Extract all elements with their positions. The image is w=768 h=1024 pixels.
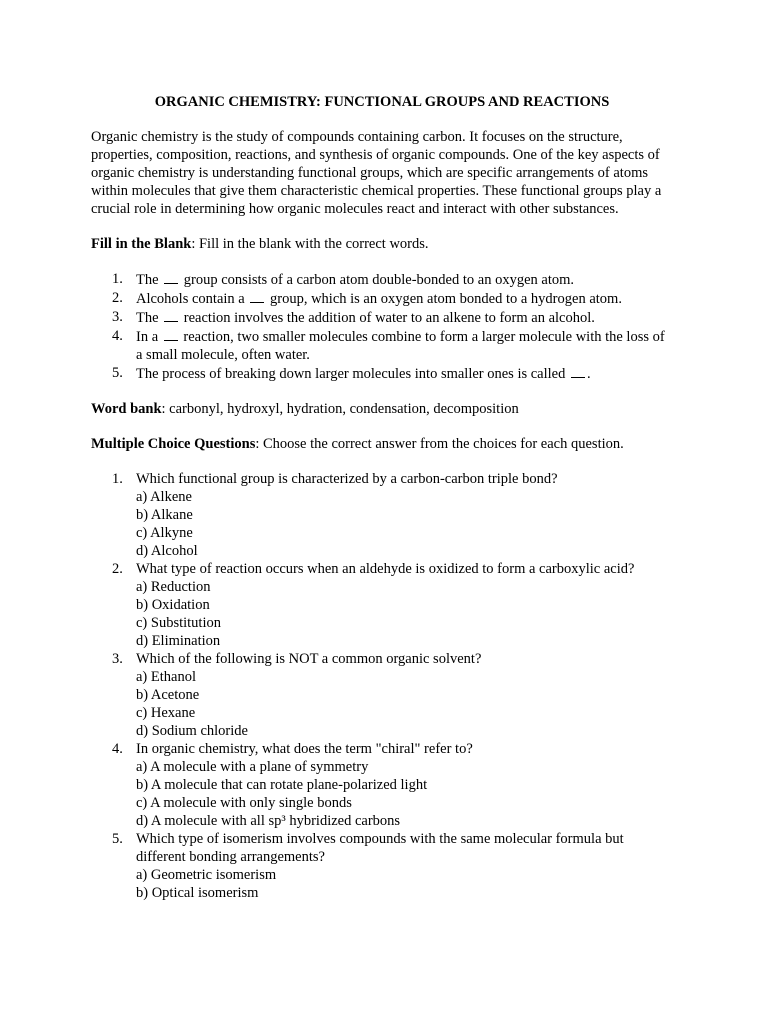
mc-option: d) A molecule with all sp³ hybridized carbons <box>136 813 401 829</box>
mc-question <box>91 560 673 650</box>
fill-item <box>91 308 673 327</box>
blank-line <box>571 364 585 378</box>
mc-option: c) Substitution <box>136 615 221 631</box>
mc-question-text: What type of reaction occurs when an aldehyde is oxidized to form a carboxylic acid? <box>136 561 635 577</box>
blank-line <box>250 289 264 303</box>
mc-question <box>91 830 673 902</box>
mc-heading-label: Multiple Choice Questions <box>91 436 256 452</box>
fill-item-number: 3. <box>112 309 123 325</box>
fill-item-after: reaction, two smaller molecules combine to form a larger molecule with the loss of a small molecule, often water. <box>136 329 665 363</box>
mc-option: a) Geometric isomerism <box>136 867 277 883</box>
fill-item-after: group, which is an oxygen atom bonded to a hydrogen atom. <box>269 291 622 307</box>
fill-item-before: The process of breaking down larger molecules into smaller ones is called <box>136 366 566 382</box>
mc-question-number: 1. <box>112 471 123 487</box>
mc-instruction: : Choose the correct answer from the choices for each question. <box>255 436 624 452</box>
mc-option: a) Ethanol <box>136 669 196 685</box>
mc-option: d) Alcohol <box>136 543 198 559</box>
mc-question <box>91 650 673 740</box>
word-bank-label: Word bank <box>91 401 162 417</box>
fill-heading-label: Fill in the Blank <box>91 236 192 252</box>
mc-option: d) Elimination <box>136 633 221 649</box>
mc-option: a) Alkene <box>136 489 192 505</box>
fill-item-before: The <box>136 272 159 288</box>
blank-line <box>164 327 178 341</box>
mc-option: d) Sodium chloride <box>136 723 248 739</box>
fill-in-blank-list <box>91 270 673 383</box>
fill-item-before: The <box>136 310 159 326</box>
mc-question <box>91 470 673 560</box>
mc-question-number: 4. <box>112 741 123 757</box>
multiple-choice-heading <box>91 435 673 453</box>
mc-option: c) Hexane <box>136 705 196 721</box>
mc-option: b) Acetone <box>136 687 200 703</box>
mc-option: a) Reduction <box>136 579 211 595</box>
mc-option: b) Optical isomerism <box>136 885 259 901</box>
fill-item-after: . <box>587 366 591 382</box>
fill-item <box>91 364 673 383</box>
mc-option: b) Alkane <box>136 507 193 523</box>
fill-in-blank-heading <box>91 235 673 253</box>
multiple-choice-list <box>91 470 673 902</box>
fill-item <box>91 289 673 308</box>
fill-item-after: group consists of a carbon atom double-bonded to an oxygen atom. <box>183 272 575 288</box>
mc-question-number: 3. <box>112 651 123 667</box>
word-bank <box>91 400 673 418</box>
fill-item-number: 5. <box>112 365 123 381</box>
fill-item-number: 2. <box>112 290 123 306</box>
mc-question-text: Which type of isomerism involves compounds with the same molecular formula but different bonding arrangements? <box>136 831 624 865</box>
mc-option: a) A molecule with a plane of symmetry <box>136 759 369 775</box>
page-title: ORGANIC CHEMISTRY: FUNCTIONAL GROUPS AND REACTIONS <box>154 94 610 110</box>
mc-question <box>91 740 673 830</box>
mc-option: b) A molecule that can rotate plane-polarized light <box>136 777 428 793</box>
mc-option: c) A molecule with only single bonds <box>136 795 352 811</box>
fill-item-before: Alcohols contain a <box>136 291 245 307</box>
mc-question-number: 2. <box>112 561 123 577</box>
blank-line <box>164 308 178 322</box>
fill-item-before: In a <box>136 329 159 345</box>
mc-option: b) Oxidation <box>136 597 210 613</box>
intro-paragraph: Organic chemistry is the study of compounds containing carbon. It focuses on the structure, properties, composition, reactions, and synthesis of organic compounds. One of the key aspects of organic chemistry is understanding functional groups, which are specific arrangements of atoms within molecules that give them characteristic chemical properties. These functional groups play a crucial role in determining how organic molecules react and interact with other substances. <box>91 129 662 217</box>
mc-option: c) Alkyne <box>136 525 193 541</box>
fill-instruction: : Fill in the blank with the correct words. <box>191 236 429 252</box>
word-bank-text: : carbonyl, hydroxyl, hydration, condensation, decomposition <box>161 401 519 417</box>
mc-question-text: Which of the following is NOT a common organic solvent? <box>136 651 482 667</box>
mc-question-text: In organic chemistry, what does the term "chiral" refer to? <box>136 741 473 757</box>
document-content <box>91 93 673 919</box>
fill-item-after: reaction involves the addition of water to an alkene to form an alcohol. <box>183 310 595 326</box>
blank-line <box>164 270 178 284</box>
fill-item-number: 4. <box>112 328 123 344</box>
mc-question-number: 5. <box>112 831 123 847</box>
fill-item <box>91 327 673 364</box>
mc-question-text: Which functional group is characterized by a carbon-carbon triple bond? <box>136 471 558 487</box>
fill-item-number: 1. <box>112 271 123 287</box>
fill-item <box>91 270 673 289</box>
